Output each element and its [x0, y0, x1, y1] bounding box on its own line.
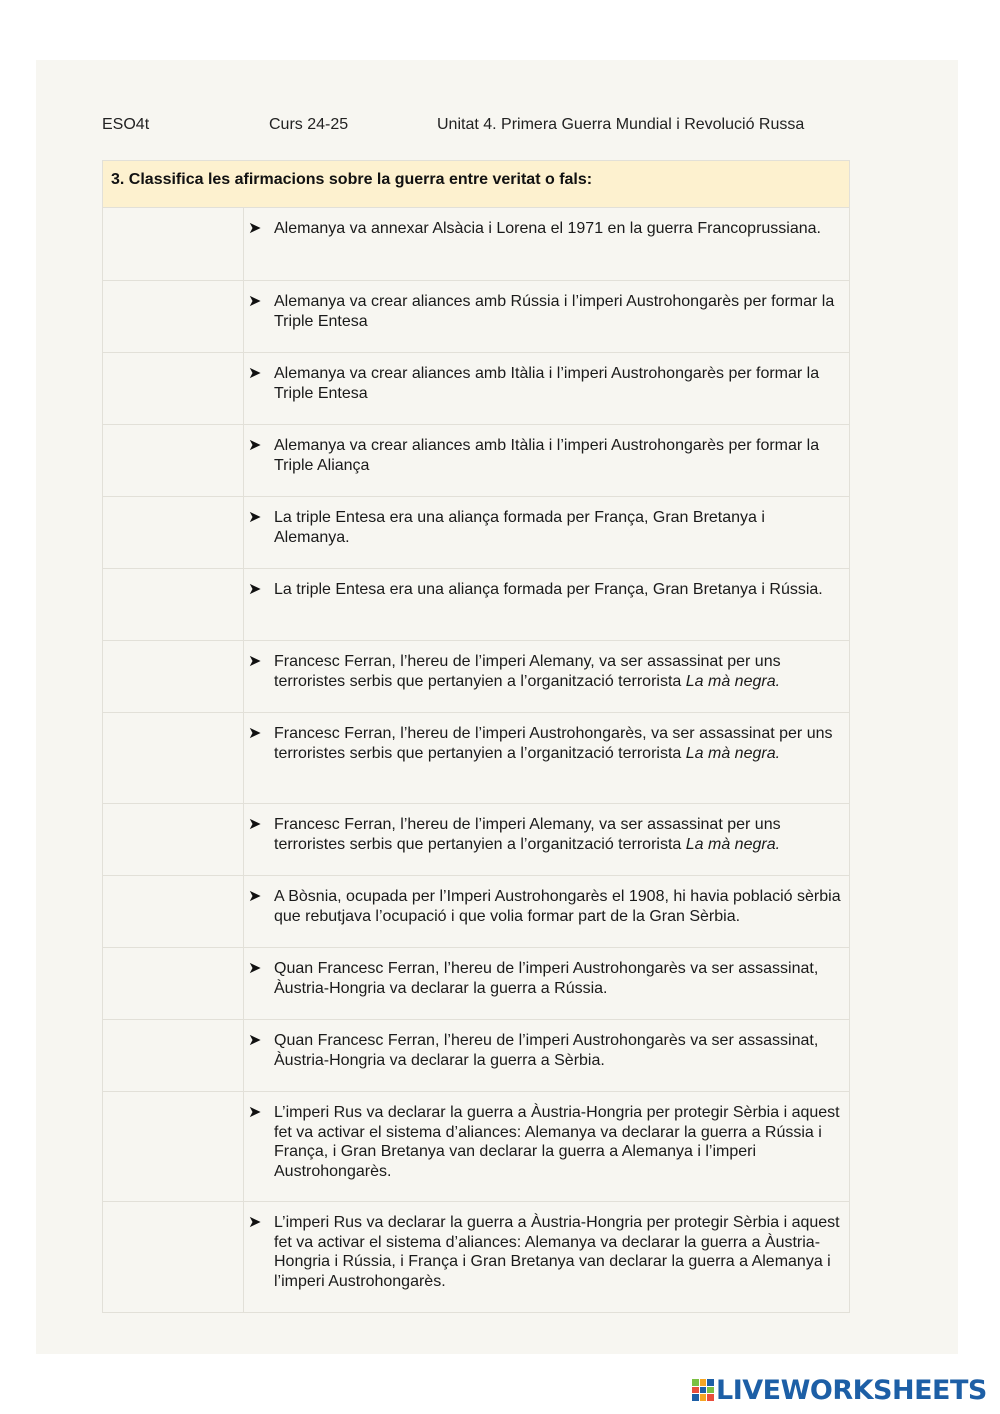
- statement-italic-text: La mà negra.: [685, 835, 781, 853]
- statement-cell: [244, 353, 849, 424]
- table-row: [103, 569, 849, 641]
- header-level: ESO4t: [102, 116, 150, 133]
- arrow-bullet-icon: ➤: [248, 1104, 262, 1121]
- logo-grid-icon: [692, 1379, 714, 1401]
- statement-text: [274, 292, 841, 352]
- answer-cell[interactable]: [103, 1092, 244, 1201]
- arrow-bullet-icon: ➤: [248, 653, 262, 670]
- answer-cell[interactable]: [103, 876, 244, 947]
- arrow-bullet-icon: ➤: [248, 365, 262, 382]
- arrow-bullet-icon: ➤: [248, 816, 262, 833]
- statement-main-text: Francesc Ferran, l’hereu de l’imperi Alemany, va ser assassinat per uns terroristes serbis que pertanyien a l’organització terrorista: [274, 653, 781, 690]
- statement-cell: [244, 1202, 849, 1312]
- answer-cell[interactable]: [103, 569, 244, 640]
- statement-cell: [244, 948, 849, 1019]
- statement-text: [274, 364, 841, 424]
- statement-cell: [244, 1092, 849, 1201]
- statement-text: [274, 959, 841, 1019]
- table-row: [103, 1202, 849, 1312]
- statement-main-text: L’imperi Rus va declarar la guerra a Àustria-Hongria per protegir Sèrbia i aquest fet va activar el sistema d’aliances: Alemanya va declarar la guerra a Àustria-Hongria i Rússia, i França i Gran Bretanya van declarar la guerra a Alemanya i l’imperi Austrohongarès.: [274, 1214, 840, 1290]
- statement-main-text: La triple Entesa era una aliança formada per França, Gran Bretanya i Alemanya.: [274, 509, 765, 546]
- statements-table: [102, 160, 850, 1313]
- logo-text: LIVEWORKSHEETS: [716, 1374, 987, 1406]
- statement-cell: [244, 569, 849, 640]
- table-row: [103, 425, 849, 497]
- statement-cell: [244, 804, 849, 875]
- statement-main-text: La triple Entesa era una aliança formada per França, Gran Bretanya i Rússia.: [274, 581, 823, 598]
- statement-main-text: Alemanya va crear aliances amb Rússia i l’imperi Austrohongarès per formar la Triple Entesa: [274, 293, 835, 330]
- statement-cell: [244, 425, 849, 496]
- header-course: Curs 24-25: [269, 116, 349, 133]
- table-row: [103, 948, 849, 1020]
- statement-text: [274, 1213, 841, 1312]
- statement-cell: [244, 208, 849, 280]
- table-row: [103, 281, 849, 353]
- statement-main-text: Alemanya va crear aliances amb Itàlia i l’imperi Austrohongarès per formar la Triple Aliança: [274, 437, 820, 474]
- statement-text: [274, 1031, 841, 1091]
- header-unit: Unitat 4. Primera Guerra Mundial i Revolució Russa: [437, 116, 805, 133]
- statement-text: [274, 436, 841, 496]
- statement-text: [274, 815, 841, 875]
- answer-cell[interactable]: [103, 1020, 244, 1091]
- statement-text: [274, 580, 823, 640]
- table-row: [103, 713, 849, 804]
- statement-main-text: Francesc Ferran, l’hereu de l’imperi Alemany, va ser assassinat per uns terroristes serbis que pertanyien a l’organització terrorista: [274, 816, 781, 853]
- answer-cell[interactable]: [103, 497, 244, 568]
- table-row: [103, 641, 849, 713]
- answer-cell[interactable]: [103, 641, 244, 712]
- statement-main-text: Quan Francesc Ferran, l’hereu de l’imperi Austrohongarès va ser assassinat, Àustria-Hongria va declarar la guerra a Sèrbia.: [274, 1032, 819, 1069]
- answer-cell[interactable]: [103, 1202, 244, 1312]
- table-row: [103, 1020, 849, 1092]
- table-row: [103, 1092, 849, 1202]
- arrow-bullet-icon: ➤: [248, 220, 262, 237]
- table-row: [103, 876, 849, 948]
- statement-main-text: Alemanya va annexar Alsàcia i Lorena el 1971 en la guerra Francoprussiana.: [274, 220, 821, 237]
- statement-main-text: Alemanya va crear aliances amb Itàlia i l’imperi Austrohongarès per formar la Triple Entesa: [274, 365, 820, 402]
- answer-cell[interactable]: [103, 281, 244, 352]
- arrow-bullet-icon: ➤: [248, 888, 262, 905]
- answer-cell[interactable]: [103, 948, 244, 1019]
- statement-main-text: Francesc Ferran, l’hereu de l’imperi Austrohongarès, va ser assassinat per uns terroristes serbis que pertanyien a l’organització terrorista: [274, 725, 833, 762]
- statement-text: [274, 508, 841, 568]
- statement-cell: [244, 1020, 849, 1091]
- statement-main-text: L’imperi Rus va declarar la guerra a Àustria-Hongria per protegir Sèrbia i aquest fet va activar el sistema d’aliances: Alemanya va declarar la guerra a Rússia i França, i Gran Bretanya van declarar la guerra a Alemanya i l’imperi Austrohongarès.: [274, 1104, 840, 1180]
- exercise-title: 3. Classifica les afirmacions sobre la guerra entre veritat o fals:: [103, 161, 849, 208]
- answer-cell[interactable]: [103, 353, 244, 424]
- arrow-bullet-icon: ➤: [248, 509, 262, 526]
- arrow-bullet-icon: ➤: [248, 437, 262, 454]
- statement-main-text: Quan Francesc Ferran, l’hereu de l’imperi Austrohongarès va ser assassinat, Àustria-Hongria va declarar la guerra a Rússia.: [274, 960, 819, 997]
- arrow-bullet-icon: ➤: [248, 960, 262, 977]
- arrow-bullet-icon: ➤: [248, 293, 262, 310]
- arrow-bullet-icon: ➤: [248, 725, 262, 742]
- arrow-bullet-icon: ➤: [248, 1032, 262, 1049]
- statement-cell: [244, 281, 849, 352]
- statement-cell: [244, 713, 849, 803]
- answer-cell[interactable]: [103, 713, 244, 803]
- statement-text: [274, 219, 821, 280]
- statement-italic-text: La mà negra.: [685, 672, 781, 690]
- arrow-bullet-icon: ➤: [248, 1214, 262, 1231]
- answer-cell[interactable]: [103, 804, 244, 875]
- statement-cell: [244, 641, 849, 712]
- statement-text: [274, 652, 841, 712]
- statement-text: [274, 724, 841, 803]
- arrow-bullet-icon: ➤: [248, 581, 262, 598]
- statement-main-text: A Bòsnia, ocupada per l’Imperi Austrohongarès el 1908, hi havia població sèrbia que rebutjava l’ocupació i que volia formar part de la Gran Sèrbia.: [274, 888, 841, 925]
- table-row: [103, 804, 849, 876]
- table-row: [103, 208, 849, 281]
- statement-text: [274, 887, 841, 947]
- liveworksheets-logo: [692, 1374, 987, 1406]
- statement-text: [274, 1103, 841, 1201]
- answer-cell[interactable]: [103, 208, 244, 280]
- statement-cell: [244, 497, 849, 568]
- table-row: [103, 353, 849, 425]
- statement-cell: [244, 876, 849, 947]
- answer-cell[interactable]: [103, 425, 244, 496]
- statement-italic-text: La mà negra.: [685, 744, 781, 762]
- table-row: [103, 497, 849, 569]
